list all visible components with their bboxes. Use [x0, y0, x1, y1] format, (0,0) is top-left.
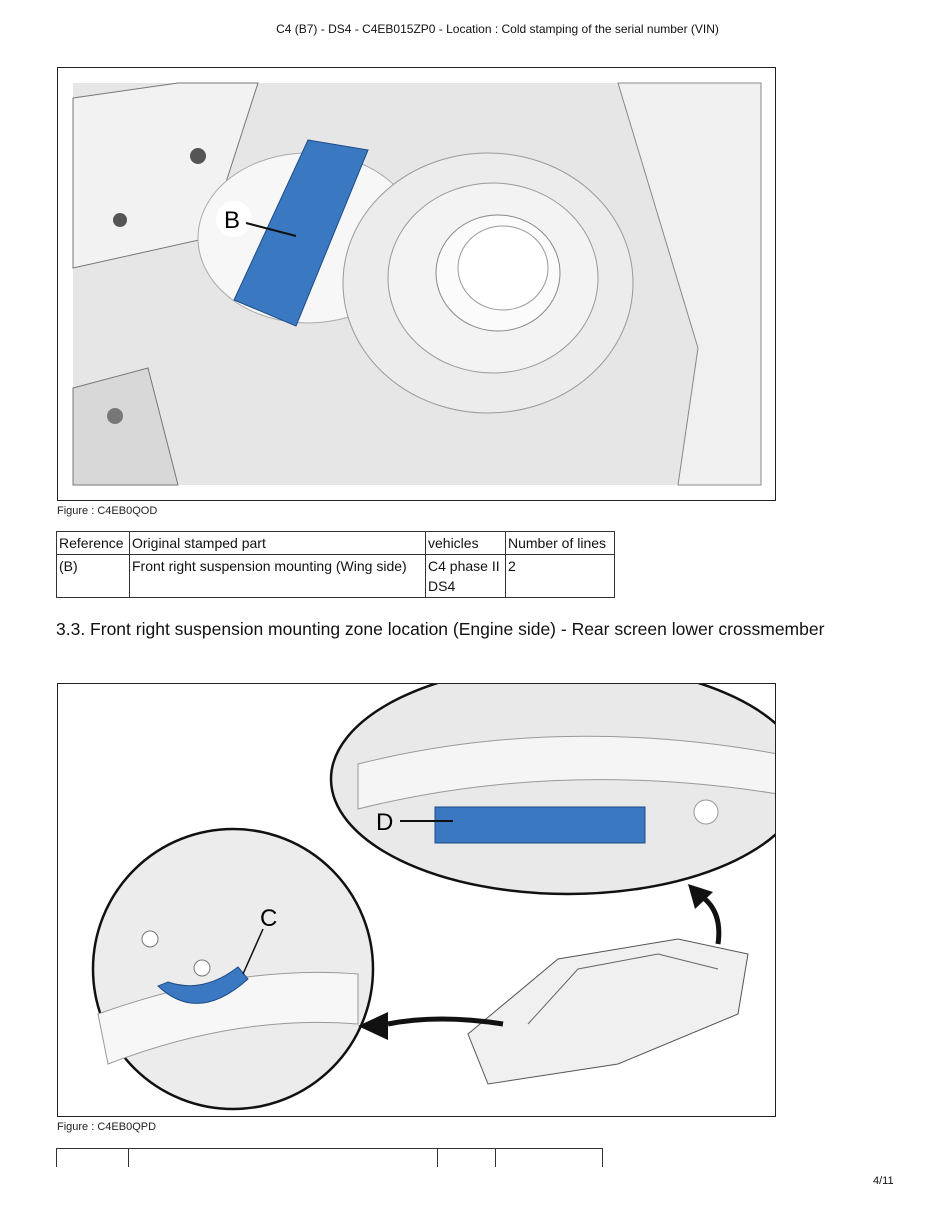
header-lines: Number of lines: [506, 532, 615, 555]
cell-reference: (B): [57, 555, 130, 598]
figure-2-illustration: [58, 684, 775, 1116]
arrow-left-icon: [388, 1019, 503, 1024]
cell-part: Front right suspension mounting (Wing side): [130, 555, 426, 598]
cell-vehicles: [426, 555, 506, 598]
header-reference: Reference: [57, 532, 130, 555]
partial-table: [56, 1148, 603, 1167]
table-header-row: [57, 532, 615, 555]
figure-1: [57, 67, 776, 501]
figure-2-caption: Figure : C4EB0QPD: [57, 1121, 157, 1133]
figure-1-label-b: B: [224, 207, 241, 234]
cell-lines: 2: [506, 555, 615, 598]
header-vehicles: vehicles: [426, 532, 506, 555]
figure-1-illustration: [58, 68, 775, 500]
table-row: [57, 555, 615, 598]
page-number: 4/11: [873, 1175, 894, 1187]
page-header: C4 (B7) - DS4 - C4EB015ZP0 - Location : Cold stamping of the serial number (VIN): [276, 22, 719, 36]
vehicle-1: C4 phase II: [428, 558, 500, 574]
header-part: Original stamped part: [130, 532, 426, 555]
figure-1-caption: Figure : C4EB0QOD: [57, 505, 158, 517]
stamping-table: [56, 531, 615, 598]
figure-2: [57, 683, 776, 1117]
vehicle-2: DS4: [428, 578, 456, 594]
figure-2-label-c: C: [260, 905, 278, 932]
section-heading: 3.3. Front right suspension mounting zone location (Engine side) - Rear screen lower crossmember: [56, 619, 825, 639]
figure-2-label-d: D: [376, 809, 394, 836]
